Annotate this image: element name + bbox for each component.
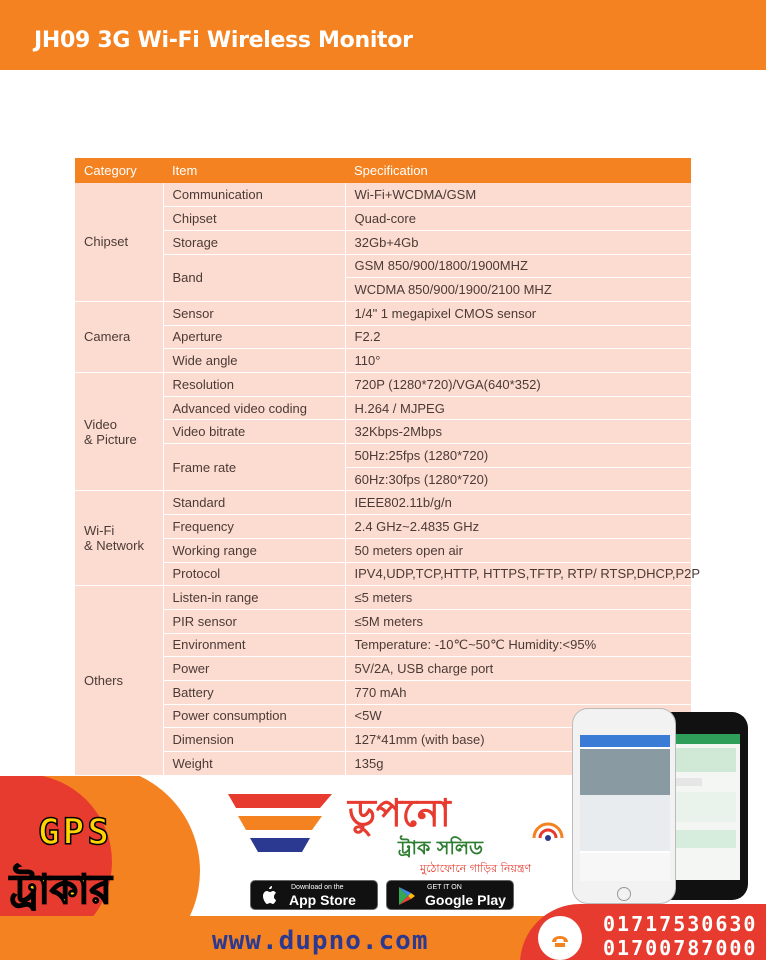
table-row xyxy=(75,562,691,586)
spec-cell: 60Hz:30fps (1280*720) xyxy=(345,467,691,491)
spec-cell: 770 mAh xyxy=(345,680,691,704)
item-cell: Environment xyxy=(163,633,345,657)
phone-icon xyxy=(538,916,582,960)
table-row xyxy=(75,491,691,515)
table-row xyxy=(75,444,691,468)
brand-subtitle: ট্রাক সলিড xyxy=(398,837,484,859)
item-cell: Communication xyxy=(163,183,345,207)
header-item: Item xyxy=(163,158,345,183)
phone-front xyxy=(572,708,676,904)
google-play-small-label: GET IT ON xyxy=(427,884,462,891)
spec-cell: ≤5 meters xyxy=(345,586,691,610)
table-header-row xyxy=(75,158,691,183)
phone-number-1[interactable]: 01717530630 xyxy=(603,912,758,936)
table-row xyxy=(75,609,691,633)
item-cell: Frame rate xyxy=(163,444,345,491)
table-row xyxy=(75,586,691,610)
spec-cell: 1/4" 1 megapixel CMOS sensor xyxy=(345,301,691,325)
table-row xyxy=(75,538,691,562)
spec-cell: 32Kbps-2Mbps xyxy=(345,420,691,444)
phone-mockup xyxy=(572,708,752,904)
brand-name: ডুপনো xyxy=(348,791,451,835)
app-store-label: App Store xyxy=(289,892,356,908)
google-play-button[interactable] xyxy=(386,880,514,910)
table-row xyxy=(75,301,691,325)
gps-label: GPS xyxy=(38,812,113,853)
item-cell: Dimension xyxy=(163,728,345,752)
spec-cell: GSM 850/900/1800/1900MHZ xyxy=(345,254,691,278)
item-cell: Chipset xyxy=(163,207,345,231)
item-cell: Advanced video coding xyxy=(163,396,345,420)
item-cell: Sensor xyxy=(163,301,345,325)
spec-cell: F2.2 xyxy=(345,325,691,349)
spec-cell: 2.4 GHz~2.4835 GHz xyxy=(345,515,691,539)
item-cell: Aperture xyxy=(163,325,345,349)
item-cell: Power xyxy=(163,657,345,681)
item-cell: Listen-in range xyxy=(163,586,345,610)
table-body xyxy=(75,183,701,775)
table-row xyxy=(75,515,691,539)
spec-cell: 127*41mm (with base) xyxy=(345,728,691,752)
spec-cell: 720P (1280*720)/VGA(640*352) xyxy=(345,373,691,397)
item-cell: Video bitrate xyxy=(163,420,345,444)
phone-handset-icon xyxy=(538,916,582,960)
spec-cell: Temperature: -10℃~50℃ Humidity:<95% xyxy=(345,633,691,657)
website-url[interactable]: www.dupno.com xyxy=(212,926,429,956)
table-row xyxy=(75,325,691,349)
item-cell: Protocol xyxy=(163,562,345,586)
item-cell: Working range xyxy=(163,538,345,562)
table-row xyxy=(75,349,691,373)
item-cell: Wide angle xyxy=(163,349,345,373)
phone-number-2[interactable]: 01700787000 xyxy=(603,936,758,960)
table-row xyxy=(75,420,691,444)
table-row xyxy=(75,373,691,397)
spec-cell: 110° xyxy=(345,349,691,373)
category-cell: Chipset xyxy=(75,183,163,301)
google-play-label: Google Play xyxy=(425,892,506,908)
spec-cell: <5W xyxy=(345,704,691,728)
category-cell: Wi-Fi & Network xyxy=(75,491,163,586)
category-cell: Video & Picture xyxy=(75,373,163,491)
table-row xyxy=(75,680,691,704)
spec-cell: 50 meters open air xyxy=(345,538,691,562)
apple-icon xyxy=(259,885,281,907)
spec-cell: WCDMA 850/900/1900/2100 MHZ xyxy=(345,278,691,302)
item-cell: Resolution xyxy=(163,373,345,397)
dupno-logo xyxy=(228,784,578,876)
logo-swoosh-icon xyxy=(228,788,348,868)
spec-cell: IPV4,UDP,TCP,HTTP, HTTPS,TFTP, RTP/ RTSP,DHCP,P2P xyxy=(345,562,691,586)
spec-cell: IEEE802.11b/g/n xyxy=(345,491,691,515)
app-store-small-label: Download on the xyxy=(291,884,344,891)
spec-cell: 50Hz:25fps (1280*720) xyxy=(345,444,691,468)
spec-cell: 32Gb+4Gb xyxy=(345,230,691,254)
home-button xyxy=(617,887,631,901)
page-title: JH09 3G Wi-Fi Wireless Monitor xyxy=(34,28,413,53)
phone-front-screen xyxy=(580,735,670,881)
item-cell: PIR sensor xyxy=(163,609,345,633)
item-cell: Storage xyxy=(163,230,345,254)
spec-cell: Wi-Fi+WCDMA/GSM xyxy=(345,183,691,207)
item-cell: Band xyxy=(163,254,345,301)
table-row xyxy=(75,183,691,207)
spec-cell: H.264 / MJPEG xyxy=(345,396,691,420)
spec-cell: ≤5M meters xyxy=(345,609,691,633)
header-category: Category xyxy=(75,158,163,183)
table-row xyxy=(75,207,691,231)
item-cell: Standard xyxy=(163,491,345,515)
table-row xyxy=(75,254,691,278)
category-cell: Others xyxy=(75,586,163,776)
google-play-icon xyxy=(395,885,417,907)
table-row xyxy=(75,230,691,254)
tracker-label: ট্রাকার xyxy=(10,867,112,913)
spec-cell: Quad-core xyxy=(345,207,691,231)
table-row xyxy=(75,657,691,681)
app-store-button[interactable] xyxy=(250,880,378,910)
table-row xyxy=(75,396,691,420)
item-cell: Power consumption xyxy=(163,704,345,728)
brand-tagline: মুঠোফোনে গাড়ির নিয়ন্ত্রণ xyxy=(420,862,532,875)
header-specification: Specification xyxy=(345,158,691,183)
item-cell: Frequency xyxy=(163,515,345,539)
category-cell: Camera xyxy=(75,301,163,372)
signal-icon xyxy=(528,818,568,858)
spec-cell: 135g xyxy=(345,752,691,776)
header-bar xyxy=(0,0,766,70)
spec-cell: 5V/2A, USB charge port xyxy=(345,657,691,681)
item-cell: Battery xyxy=(163,680,345,704)
spec-table xyxy=(75,158,701,776)
table-row xyxy=(75,633,691,657)
item-cell: Weight xyxy=(163,752,345,776)
